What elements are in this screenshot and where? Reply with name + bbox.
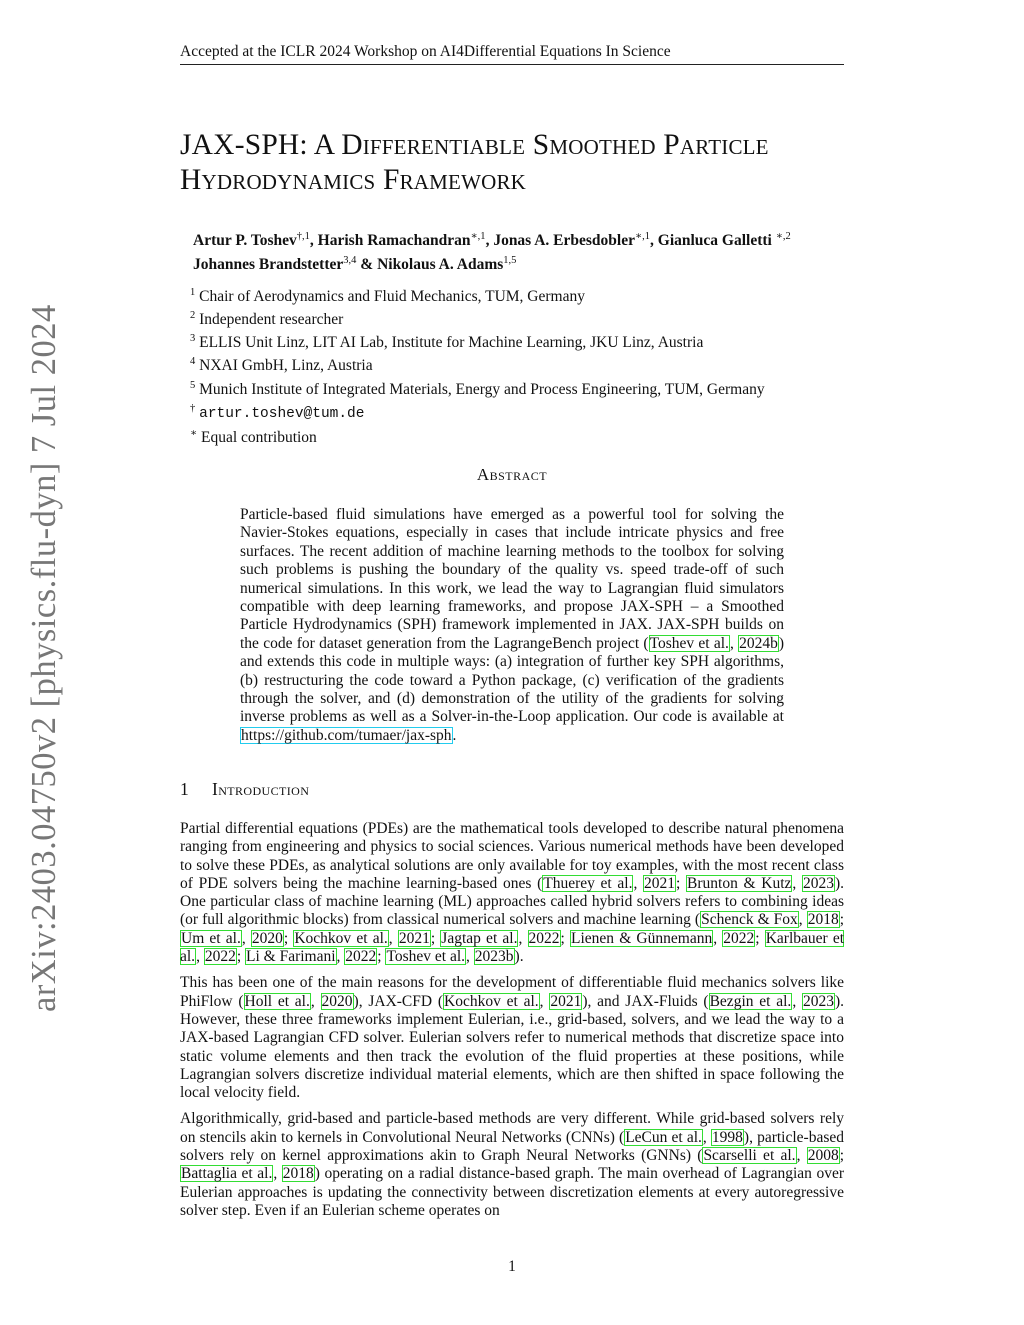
citation-link[interactable]: Jagtap et al.	[441, 929, 518, 947]
citation-link[interactable]: LeCun et al.	[625, 1128, 702, 1146]
citation-link[interactable]: Holl et al.	[244, 992, 310, 1010]
author-name: Nikolaus A. Adams	[377, 256, 504, 274]
citation-year-link[interactable]: 2008	[807, 1147, 839, 1165]
affiliation-text: Independent researcher	[199, 311, 344, 329]
affiliation-list	[190, 283, 850, 447]
citation-year-link[interactable]: 2022	[204, 948, 236, 966]
citation-year-link[interactable]: 2023b	[474, 948, 514, 966]
author-conjunction: &	[356, 256, 378, 274]
affiliation-mark: 5	[190, 379, 196, 391]
citation-year-link[interactable]: 2021	[644, 874, 676, 892]
author-name: Harish Ramachandran	[317, 232, 471, 250]
citation-year-link[interactable]: 2018	[807, 911, 839, 929]
abstract-heading: Abstract	[476, 465, 548, 484]
citation-link[interactable]: Battaglia et al.	[181, 1165, 273, 1183]
citation-year-link[interactable]: 2023	[802, 992, 834, 1010]
title-line-1: JAX-SPH: A Differentiable Smoothed Particle	[180, 129, 769, 161]
affiliation-mark: †	[190, 402, 196, 414]
citation-link[interactable]: Bezgin et al.	[709, 992, 792, 1010]
running-header: Accepted at the ICLR 2024 Workshop on AI4Differential Equations In Science	[180, 43, 671, 60]
abstract-text: ) and extends this code in multiple ways: (a) integration of further key SPH algorithms, (b) restructuring the code toward a Python package, (c) verification of the gradients through the solver, and (d) demonstration of the utility of the gradients for solving inverse problems as well as a Solver-in-the-Loop application. Our code is available at	[240, 634, 785, 726]
affiliation-item	[190, 376, 850, 399]
abstract-text: Particle-based fluid simulations have emerged as a powerful tool for solving the Navier-Stokes equations, especially in cases that include intricate physics and free surfaces. The recent addition of machine learning methods to the toolbox for solving such problems is pushing the boundary of the quality vs. speed trade-off of such numerical simulations. In this work, we lead the way to Lagrangian fluid simulators compatible with deep learning frameworks, and propose JAX-SPH – a Smoothed Particle Hydrodynamics (SPH) framework implemented in JAX. JAX-SPH builds on the code for dataset generation from the LagrangeBench project (	[240, 506, 784, 652]
abstract-text: .	[452, 726, 457, 744]
citation-year-link[interactable]: 2018	[282, 1165, 314, 1183]
section-heading	[180, 779, 844, 800]
paper-title	[180, 128, 860, 198]
affiliation-text: ELLIS Unit Linz, LIT AI Lab, Institute for Machine Learning, JKU Linz, Austria	[199, 334, 704, 352]
affiliation-item	[190, 352, 850, 375]
affiliation-item	[190, 329, 850, 352]
author-affiliation-mark: ∗,1	[635, 231, 651, 242]
affiliation-item	[190, 283, 850, 306]
arxiv-identifier: arXiv:2403.04750v2 [physics.flu-dyn] 7 Jul 2024	[25, 304, 63, 1012]
affiliation-item	[190, 424, 850, 447]
header-rule	[180, 64, 844, 65]
paragraph: Algorithmically, grid-based and particle-based methods are very different. While grid-based solvers rely on stencils akin to kernels in Convolutional Neural Networks (CNNs) (LeCun et al., 1998), particle-based solvers rely on kernel approximations akin to Graph Neural Networks (GNNs) (Scarselli et al., 2008; Battaglia et al., 2018) operating on a radial distance-based graph. The main overhead of Lagrangian over Eulerian approaches is updating the connectivity between discretization elements at every autoregressive solver step. Even if an Eulerian scheme operates on	[180, 1110, 845, 1219]
author-affiliation-mark: 3,4	[343, 255, 357, 267]
section-number: 1	[180, 779, 190, 799]
citation-year-link[interactable]: 2022	[345, 948, 377, 966]
affiliation-mark: 3	[190, 333, 196, 345]
citation-link[interactable]: Toshev et al.	[386, 948, 466, 966]
affiliation-text: Munich Institute of Integrated Materials, Energy and Process Engineering, TUM, Germany	[199, 380, 765, 398]
author-name: Artur P. Toshev	[193, 232, 297, 250]
author-affiliation-mark: †,1	[296, 231, 310, 242]
affiliation-item	[190, 399, 850, 424]
citation-link[interactable]: Toshev et al.	[649, 634, 729, 652]
author-name: Jonas A. Erbesdobler	[493, 232, 635, 250]
author-affiliation-mark: ∗,1	[470, 231, 486, 242]
section-title: Introduction	[212, 779, 310, 799]
citation-link[interactable]: Um et al.	[181, 929, 241, 947]
citation-link[interactable]: Li & Farimani	[246, 948, 336, 966]
citation-year-link[interactable]: 1998	[711, 1128, 743, 1146]
citation-year-link[interactable]: 2020	[321, 992, 353, 1010]
citation-link[interactable]: Schenck & Fox	[701, 911, 798, 929]
title-line-2: Hydrodynamics Framework	[180, 164, 527, 196]
citation-year-link[interactable]: 2021	[398, 929, 430, 947]
contact-email[interactable]: artur.toshev@tum.de	[199, 405, 365, 422]
author-affiliation-mark: 1,5	[503, 255, 517, 267]
citation-link[interactable]: Brunton & Kutz	[687, 874, 792, 892]
affiliation-mark: 4	[190, 356, 196, 368]
affiliation-text: Equal contribution	[201, 429, 317, 447]
citation-year-link[interactable]: 2022	[723, 929, 755, 947]
affiliation-mark: 2	[190, 310, 196, 322]
citation-year-link[interactable]: 2020	[251, 929, 283, 947]
citation-year-link[interactable]: 2022	[528, 929, 560, 947]
paragraph: This has been one of the main reasons for the development of differentiable fluid mechanics solvers like PhiFlow (Holl et al., 2020), JAX-CFD (Kochkov et al., 2021), and JAX-Fluids (Bezgin et al., 2023). However, these three frameworks implement Eulerian, i.e., grid-based, solvers, and we lead the way to a JAX-based Lagrangian CFD solver. Eulerian solvers refer to numerical methods that discretize space into static volume elements and then track the evolution of the fluid properties at these positions, while Lagrangian solvers discretize individual material elements, which are then shifted in space following the local velocity field.	[180, 974, 845, 1102]
citation-year-link[interactable]: 2023	[802, 874, 834, 892]
citation-link[interactable]: Karlbauer et al.	[180, 929, 845, 966]
paragraph: Partial differential equations (PDEs) are the mathematical tools developed to describe natural phenomena ranging from engineering and physics to social sciences. Various numerical methods have been developed to solve these PDEs, as analytical solutions are only available for toy examples, with the most recent class of PDE solvers being the machine learning-based ones (Thuerey et al., 2021; Brunton & Kutz, 2023). One particular class of machine learning (ML) approaches called hybrid solvers refers to combining ideas (or full algorithmic blocks) from classical numerical solvers and machine learning (Schenck & Fox, 2018; Um et al., 2020; Kochkov et al., 2021; Jagtap et al., 2022; Lienen & Günnemann, 2022; Karlbauer et al., 2022; Li & Farimani, 2022; Toshev et al., 2023b).	[180, 820, 845, 966]
citation-link[interactable]: Kochkov et al.	[294, 929, 388, 947]
citation-link[interactable]: Kochkov et al.	[444, 992, 539, 1010]
affiliation-mark: ∗	[190, 427, 198, 439]
citation-year-link[interactable]: 2024b	[739, 634, 778, 652]
affiliation-item	[190, 306, 850, 329]
page-number: 1	[508, 1258, 516, 1275]
code-repository-link[interactable]: https://github.com/tumaer/jax-sph	[241, 726, 452, 744]
abstract-body: Particle-based fluid simulations have emerged as a powerful tool for solving the Navier-Stokes equations, especially in cases that include intricate physics and free surfaces. The recent addition of machine learning methods to the toolbox for solving such problems is pushing the boundary of the quality vs. speed trade-off of such numerical simulations. In this work, we lead the way to Lagrangian fluid simulators compatible with deep learning frameworks, and propose JAX-SPH – a Smoothed Particle Hydrodynamics (SPH) framework implemented in JAX. JAX-SPH builds on the code for dataset generation from the LagrangeBench project (Toshev et al., 2024b) and extends this code in multiple ways: (a) integration of further key SPH algorithms, (b) restructuring the code toward a Python package, (c) verification of the gradients through the solver, and (d) demonstration of the utility of the gradients for solving inverse problems as well as a Solver-in-the-Loop application. Our code is available at https://github.com/tumaer/jax-sph.	[240, 506, 785, 744]
citation-link[interactable]: Scarselli et al.	[703, 1147, 796, 1165]
citation-year-link[interactable]: 2021	[550, 992, 582, 1010]
section-body	[180, 820, 844, 1228]
affiliation-text: Chair of Aerodynamics and Fluid Mechanics, TUM, Germany	[199, 288, 585, 306]
author-name: Gianluca Galletti	[657, 232, 776, 250]
affiliation-text: NXAI GmbH, Linz, Austria	[199, 357, 373, 375]
author-list: Artur P. Toshev$^{\dagger,1}$, Harish Ramachandran$^{∗,1}$, Jonas A. Erbesdobler$^{∗,1}$, Gianluca Galletti $^{∗,2}$ Johannes Brandstetter$^{3,4}$ & Nikolaus A. Adams$^{1,5}$	[193, 231, 791, 274]
author-name: Johannes Brandstetter	[193, 256, 344, 274]
citation-link[interactable]: Lienen & Günnemann	[571, 929, 713, 947]
affiliation-mark: 1	[190, 287, 196, 298]
citation-link[interactable]: Thuerey et al.	[543, 874, 633, 892]
author-affiliation-mark: ∗,2	[775, 231, 791, 242]
